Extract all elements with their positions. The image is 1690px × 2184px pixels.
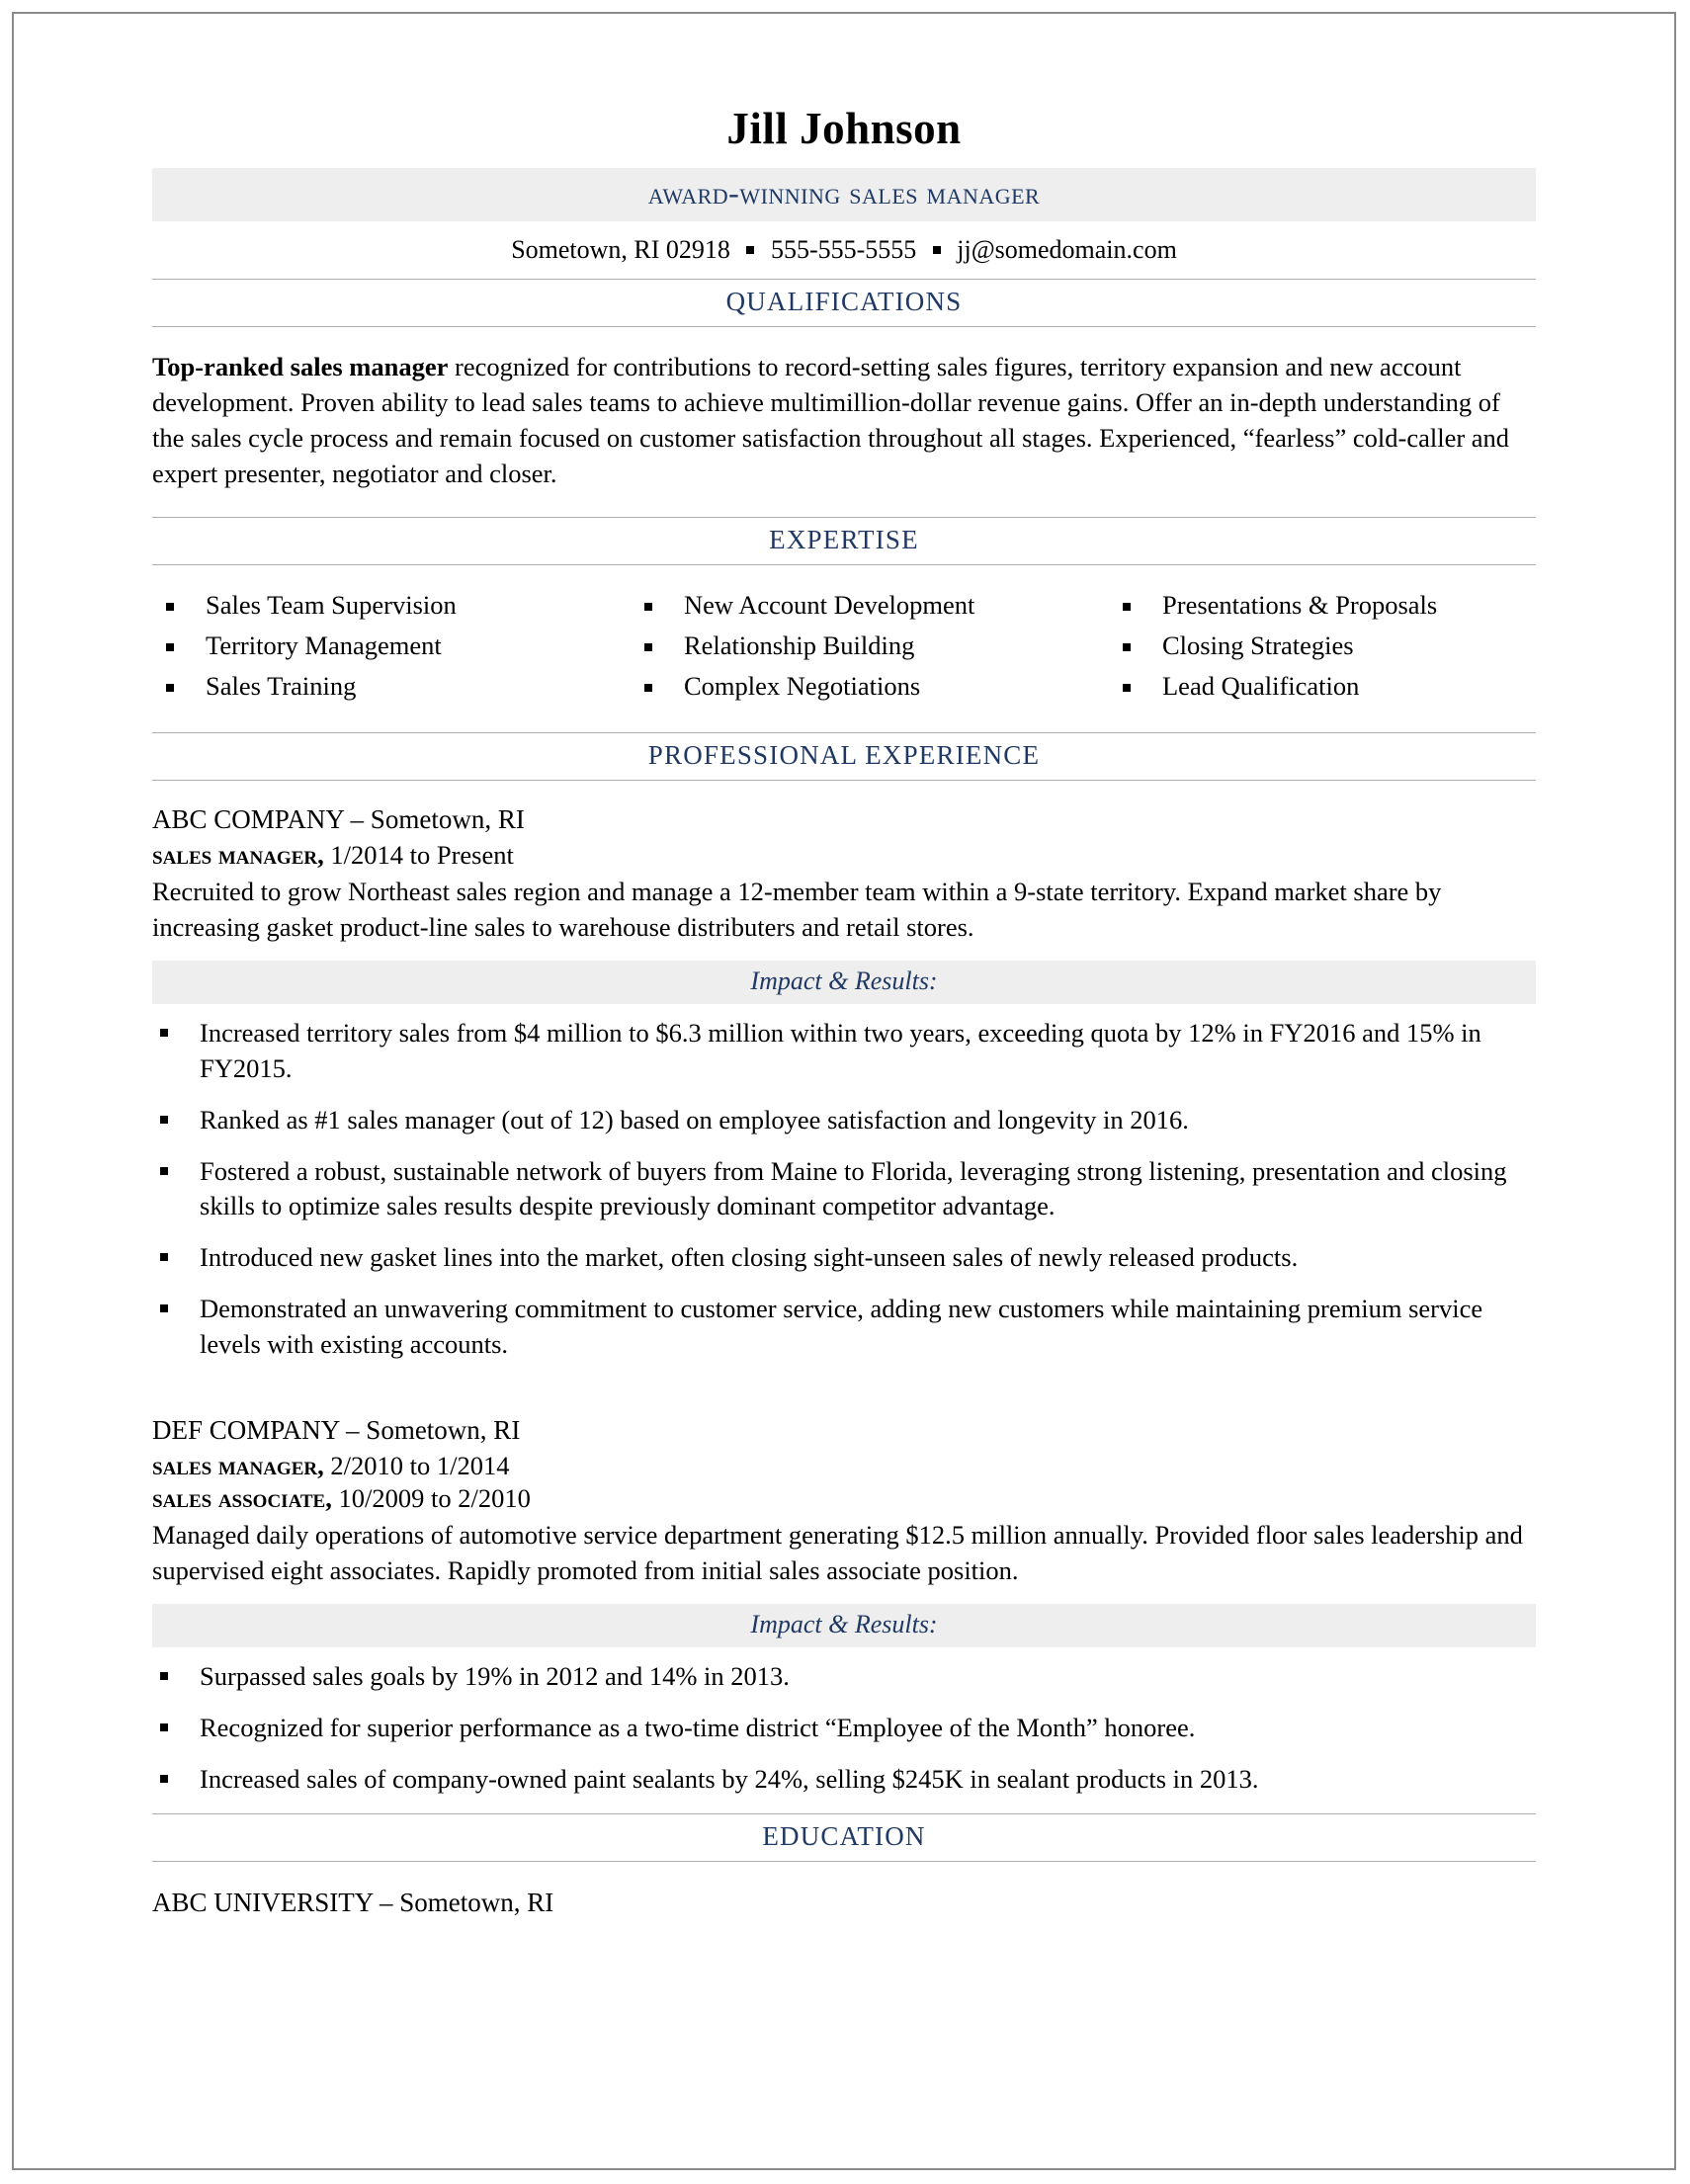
job-dates: 1/2014 to Present: [323, 840, 514, 871]
qualifications-paragraph: [152, 349, 1536, 491]
employer-name: DEF COMPANY – Sometown, RI: [152, 1415, 521, 1446]
section-heading-education: EDUCATION: [152, 1813, 1536, 1862]
list-item: Increased territory sales from $4 million to $6.3 million within two years, exceeding quota by 12% in FY2016 and 15% in FY2015.: [152, 1016, 1536, 1087]
list-item: Fostered a robust, sustainable network of buyers from Maine to Florida, leveraging strong listening, presentation and closing skills to optimize sales results despite previously dominant competitor advantage.: [152, 1154, 1536, 1225]
contact-phone: 555-555-5555: [770, 235, 917, 264]
education-school: ABC UNIVERSITY – Sometown, RI: [152, 1887, 554, 1917]
achievement-list-2: [152, 1659, 1536, 1797]
contact-location: Sometown, RI 02918: [511, 235, 730, 264]
expertise-column-3: [1057, 591, 1536, 713]
resume-page: [12, 12, 1676, 2170]
list-item: Recognized for superior performance as a two-time district “Employee of the Month” honoree.: [152, 1711, 1536, 1746]
list-item: Relationship Building: [640, 631, 1057, 672]
list-item: Increased sales of company-owned paint sealants by 24%, selling $245K in sealant products in 2013.: [152, 1762, 1536, 1798]
job-dates: 2/2010 to 1/2014: [323, 1451, 510, 1481]
job-role: [152, 840, 1536, 871]
section-heading-expertise: EXPERTISE: [152, 517, 1536, 565]
job-title: sales manager,: [152, 1451, 324, 1481]
contact-line: [152, 221, 1536, 275]
impact-results-band: Impact & Results:: [152, 1604, 1536, 1647]
expertise-column-2: [579, 591, 1057, 713]
list-item: Demonstrated an unwavering commitment to customer service, adding new customers while maintaining premium service levels with existing accounts.: [152, 1292, 1536, 1363]
professional-title: award-winning sales manager: [647, 175, 1041, 210]
list-item: Ranked as #1 sales manager (out of 12) based on employee satisfaction and longevity in 2016.: [152, 1103, 1536, 1138]
separator-icon: [933, 246, 941, 254]
job-title: sales associate,: [152, 1483, 332, 1514]
achievement-list-1: [152, 1016, 1536, 1362]
job-dates: 10/2009 to 2/2010: [331, 1483, 531, 1514]
list-item: Complex Negotiations: [640, 672, 1057, 713]
spacer: [152, 1378, 1536, 1391]
job-description: Recruited to grow Northeast sales region and manage a 12-member team within a 9-state territory. Expand market share by increasing gasket product-line sales to warehouse distributers and retail stores.: [152, 877, 1442, 942]
experience-entry-1: [152, 804, 1536, 1362]
job-role: [152, 1483, 1536, 1514]
expertise-columns: [152, 591, 1536, 713]
resume-content: [14, 14, 1674, 1918]
list-item: Territory Management: [162, 631, 579, 672]
list-item: Closing Strategies: [1119, 631, 1536, 672]
list-item: Presentations & Proposals: [1119, 591, 1536, 631]
list-item: New Account Development: [640, 591, 1057, 631]
section-heading-experience: PROFESSIONAL EXPERIENCE: [152, 732, 1536, 781]
list-item: Surpassed sales goals by 19% in 2012 and 14% in 2013.: [152, 1659, 1536, 1695]
page-title: Jill Johnson: [726, 104, 962, 153]
section-heading-qualifications: QUALIFICATIONS: [152, 279, 1536, 327]
qualifications-body: recognized for contributions to record-setting sales figures, territory expansion and new account development. Proven ability to lead sales teams to achieve multimillion-dollar revenue gains. Offer an in-depth understanding of the sales cycle process and remain focused on customer satisfaction throughout all stages. Experienced, “fearless” cold-caller and expert presenter, negotiator and closer.: [152, 352, 1510, 489]
employer-name: ABC COMPANY – Sometown, RI: [152, 804, 525, 835]
experience-entry-2: [152, 1415, 1536, 1797]
contact-email: jj@somedomain.com: [957, 235, 1177, 264]
job-title: sales manager,: [152, 840, 324, 871]
job-role: [152, 1451, 1536, 1481]
impact-results-band: Impact & Results:: [152, 961, 1536, 1004]
separator-icon: [746, 246, 754, 254]
expertise-column-1: [152, 591, 579, 713]
job-description: Managed daily operations of automotive service department generating $12.5 million annually. Provided floor sales leadership and supervised eight associates. Rapidly promoted from initial sales associate position.: [152, 1520, 1523, 1585]
qualifications-lead: Top-ranked sales manager: [152, 352, 449, 381]
list-item: Introduced new gasket lines into the market, often closing sight-unseen sales of newly released products.: [152, 1240, 1536, 1276]
professional-title-band: [152, 168, 1536, 221]
list-item: Sales Team Supervision: [162, 591, 579, 631]
list-item: Lead Qualification: [1119, 672, 1536, 713]
list-item: Sales Training: [162, 672, 579, 713]
